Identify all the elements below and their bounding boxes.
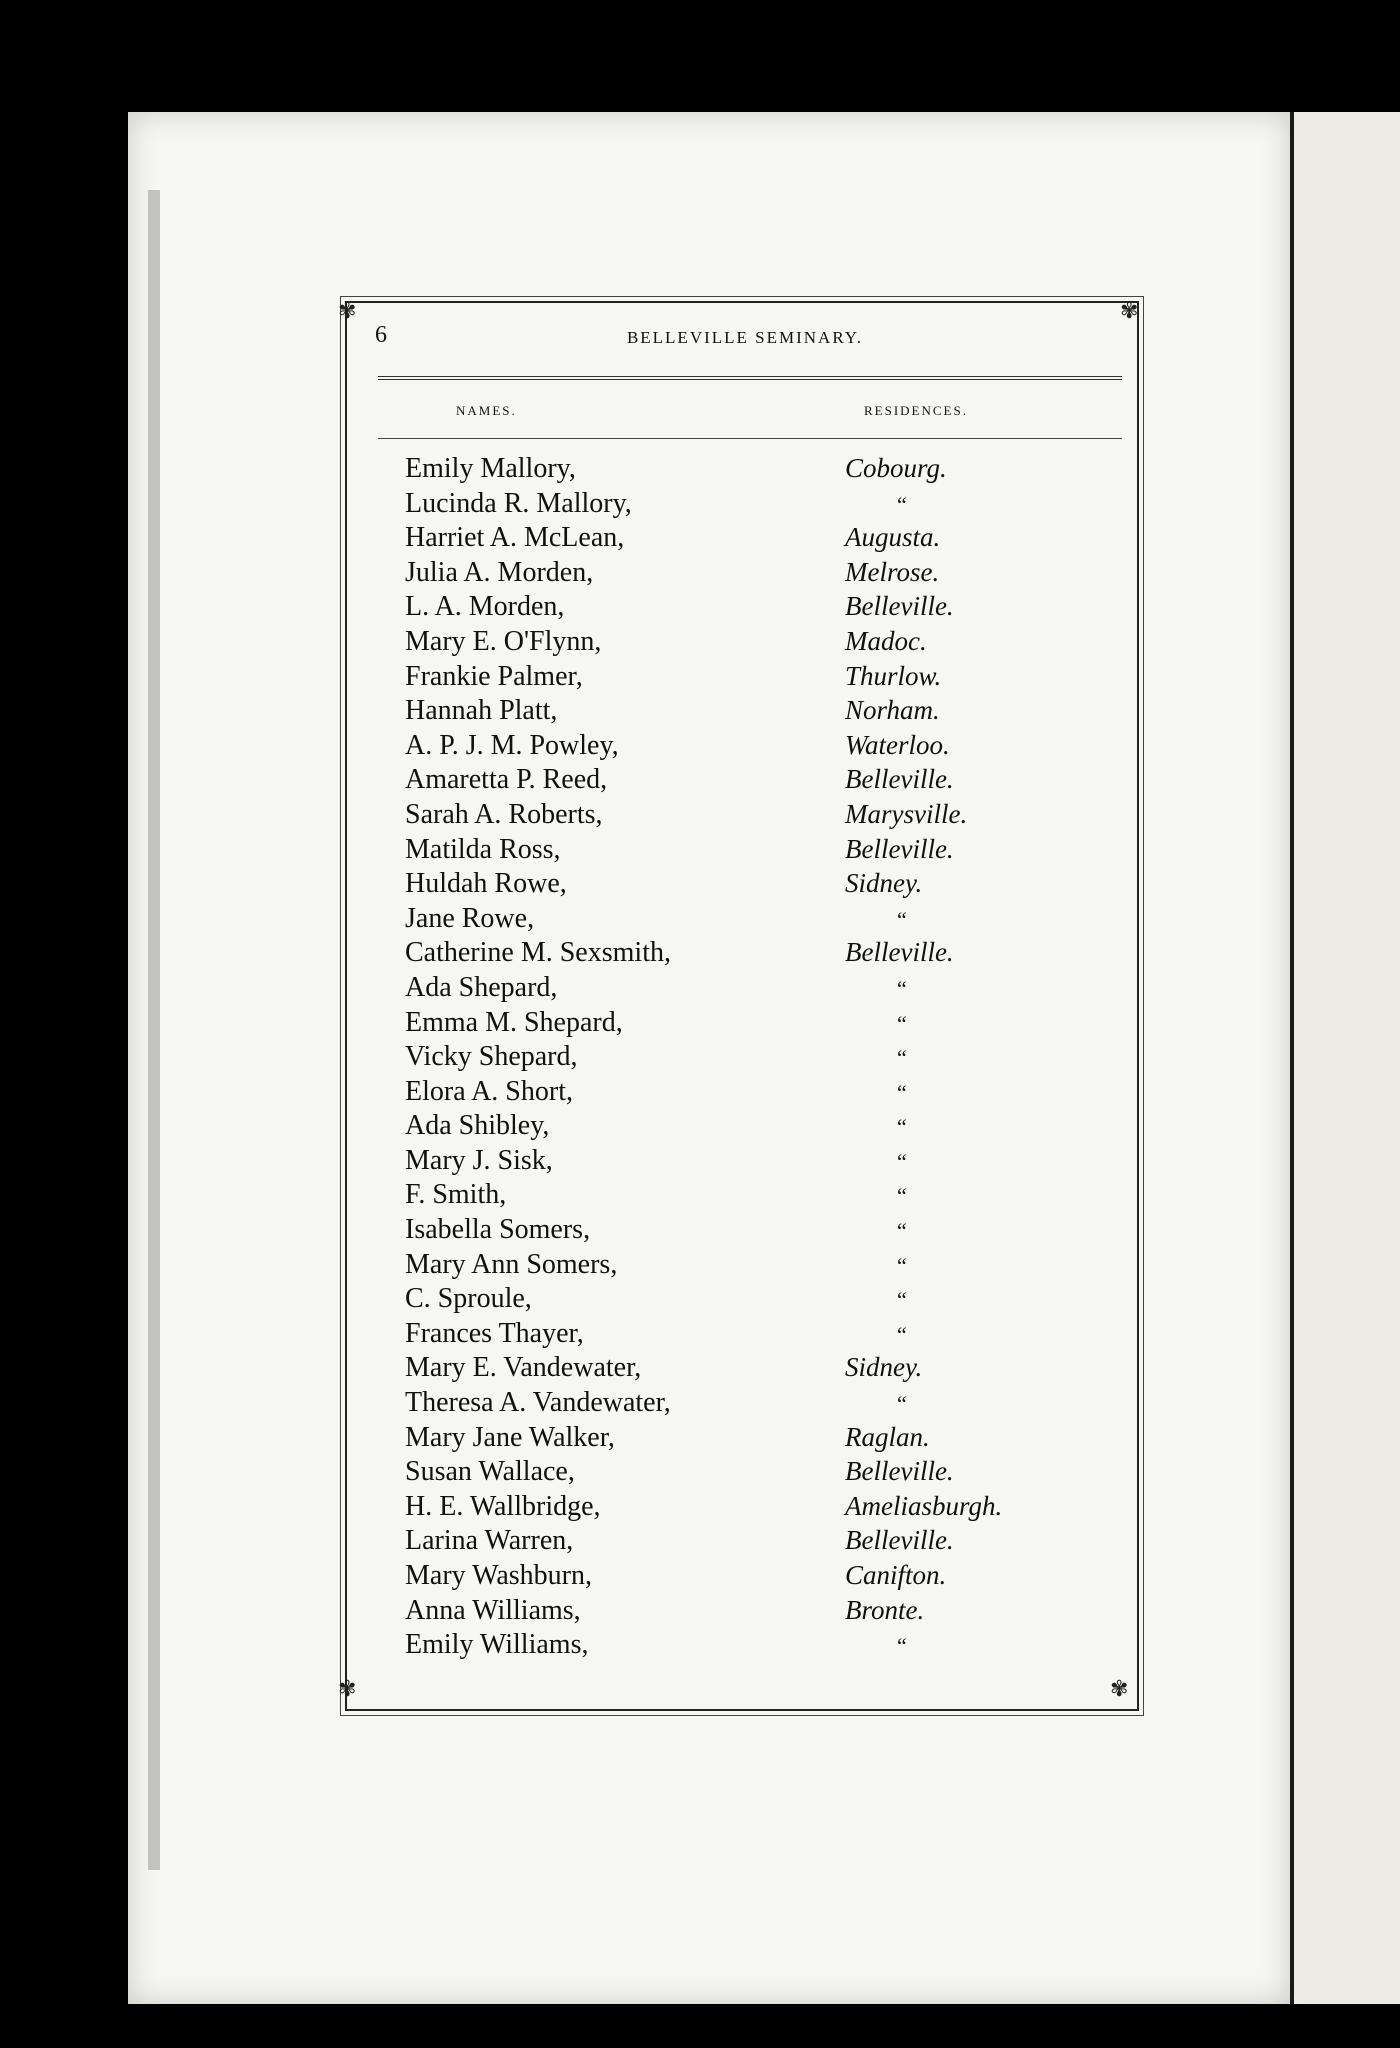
student-name: F. Smith,	[405, 1179, 507, 1211]
list-item	[405, 661, 1045, 696]
list-item	[405, 1525, 1045, 1560]
list-item	[405, 1110, 1045, 1145]
list-item	[405, 1283, 1045, 1318]
list-item	[405, 1352, 1045, 1387]
student-name: Vicky Shepard,	[405, 1041, 578, 1073]
student-name: Ada Shibley,	[405, 1110, 550, 1142]
student-residence: Belleville.	[845, 833, 954, 864]
student-residence: Thurlow.	[845, 660, 942, 691]
student-residence: Belleville.	[845, 1525, 954, 1556]
student-name: A. P. J. M. Powley,	[405, 729, 619, 761]
student-name: Mary Jane Walker,	[405, 1421, 615, 1453]
student-name: Julia A. Morden,	[405, 556, 594, 588]
list-item	[405, 488, 1045, 523]
list-item	[405, 834, 1045, 869]
student-residence: “	[897, 1252, 907, 1278]
student-name: Frances Thayer,	[405, 1317, 584, 1349]
student-residence: “	[897, 1114, 907, 1140]
student-name: Larina Warren,	[405, 1525, 574, 1557]
student-residence: Madoc.	[845, 625, 927, 656]
list-item	[405, 1629, 1045, 1664]
student-residence: Cobourg.	[845, 453, 947, 483]
student-name: C. Sproule,	[405, 1283, 532, 1315]
list-item	[405, 695, 1045, 730]
column-header-residences: RESIDENCES.	[864, 403, 968, 418]
student-residence: Belleville.	[845, 764, 954, 795]
student-residence: Belleville.	[845, 591, 954, 622]
student-residence: Waterloo.	[845, 729, 950, 760]
student-name: Lucinda R. Mallory,	[405, 487, 632, 519]
student-name: Theresa A. Vandewater,	[405, 1387, 671, 1419]
list-item	[405, 1041, 1045, 1076]
student-name: Harriet A. McLean,	[405, 522, 625, 554]
list-item	[405, 1249, 1045, 1284]
student-name: Ada Shepard,	[405, 971, 558, 1003]
student-name: Isabella Somers,	[405, 1214, 591, 1246]
list-item	[405, 868, 1045, 903]
student-residence: “	[897, 1321, 907, 1347]
student-name: Hannah Platt,	[405, 695, 558, 727]
list-item	[405, 937, 1045, 972]
list-item	[405, 453, 1045, 488]
list-item	[405, 1595, 1045, 1630]
list-item	[405, 799, 1045, 834]
student-residence: “	[897, 1045, 907, 1071]
student-residence: “	[897, 975, 907, 1001]
student-name: H. E. Wallbridge,	[405, 1490, 601, 1522]
student-name: Mary J. Sisk,	[405, 1144, 553, 1176]
student-name: Emily Williams,	[405, 1629, 589, 1661]
list-item	[405, 522, 1045, 557]
student-residence: “	[897, 1148, 907, 1174]
list-item	[405, 1007, 1045, 1042]
student-name: Amaretta P. Reed,	[405, 764, 608, 796]
student-name: Frankie Palmer,	[405, 660, 583, 692]
student-residence: “	[897, 1079, 907, 1105]
list-item	[405, 1422, 1045, 1457]
list-item	[405, 557, 1045, 592]
list-item	[405, 730, 1045, 765]
student-residence: “	[897, 1218, 907, 1244]
student-residence: “	[897, 1391, 907, 1417]
corner-ornament-icon: ✾	[338, 1676, 357, 1701]
student-residence: Belleville.	[845, 1456, 954, 1487]
list-item	[405, 1456, 1045, 1491]
corner-ornament-icon: ✾	[338, 298, 357, 323]
list-item	[405, 1145, 1045, 1180]
facing-page-edge	[1294, 112, 1400, 2004]
list-item	[405, 972, 1045, 1007]
student-residence: Marysville.	[845, 798, 968, 829]
list-item	[405, 1318, 1045, 1353]
column-header-names: NAMES.	[456, 403, 517, 418]
student-residence: “	[897, 1010, 907, 1036]
student-name: Catherine M. Sexsmith,	[405, 937, 671, 969]
list-item	[405, 1179, 1045, 1214]
list-item	[405, 903, 1045, 938]
student-name: Anna Williams,	[405, 1594, 581, 1626]
student-residence: Belleville.	[845, 937, 954, 968]
student-name: Mary E. Vandewater,	[405, 1352, 642, 1384]
header-rule	[378, 376, 1122, 380]
student-name: Matilda Ross,	[405, 833, 561, 865]
student-name: L. A. Morden,	[405, 591, 565, 623]
student-name: Sarah A. Roberts,	[405, 798, 603, 830]
student-name: Mary Ann Somers,	[405, 1248, 618, 1280]
student-residence: Raglan.	[845, 1421, 930, 1452]
student-residence: “	[897, 1183, 907, 1209]
student-name: Emma M. Shepard,	[405, 1006, 623, 1038]
student-residence: “	[897, 1633, 907, 1659]
student-residence: “	[897, 491, 907, 517]
student-name: Jane Rowe,	[405, 902, 535, 934]
list-item	[405, 1491, 1045, 1526]
student-residence: Sidney.	[845, 1352, 923, 1383]
page-number: 6	[375, 322, 387, 348]
student-name: Mary E. O'Flynn,	[405, 625, 602, 657]
list-item	[405, 1387, 1045, 1422]
student-residence: “	[897, 1287, 907, 1313]
list-item	[405, 626, 1045, 661]
student-name: Emily Mallory,	[405, 453, 576, 484]
student-name: Mary Washburn,	[405, 1560, 592, 1591]
student-residence: Sidney.	[845, 868, 923, 899]
list-item	[405, 591, 1045, 626]
student-residence: Augusta.	[845, 522, 941, 553]
student-residence: Ameliasburgh.	[845, 1490, 1003, 1521]
student-name: Elora A. Short,	[405, 1075, 573, 1107]
corner-ornament-icon: ✾	[1110, 1676, 1129, 1701]
student-residence: “	[897, 906, 907, 932]
student-residence: Canifton.	[845, 1560, 947, 1590]
running-head: BELLEVILLE SEMINARY.	[626, 328, 864, 347]
list-item	[405, 764, 1045, 799]
student-name: Huldah Rowe,	[405, 868, 567, 900]
student-name: Susan Wallace,	[405, 1456, 575, 1488]
column-rule	[378, 438, 1122, 439]
student-residence: Norham.	[845, 695, 940, 726]
corner-ornament-icon: ✾	[1120, 298, 1139, 323]
list-item	[405, 1076, 1045, 1111]
gutter-shadow	[148, 190, 160, 1870]
register-list	[405, 453, 1045, 1664]
student-residence: Melrose.	[845, 556, 940, 587]
list-item	[405, 1560, 1045, 1595]
list-item	[405, 1214, 1045, 1249]
student-residence: Bronte.	[845, 1594, 925, 1625]
